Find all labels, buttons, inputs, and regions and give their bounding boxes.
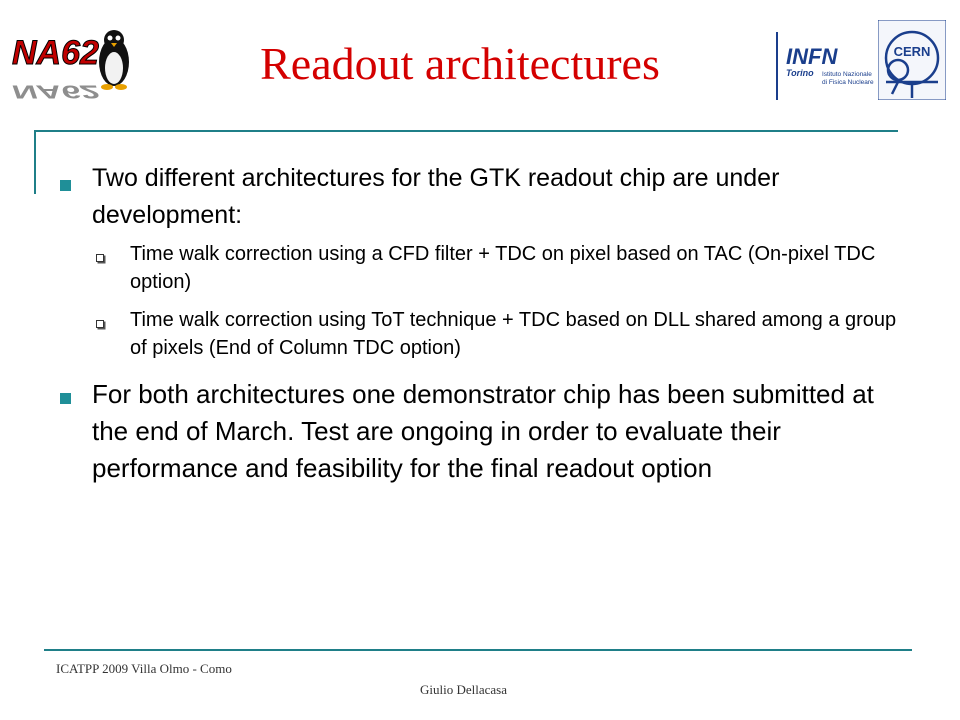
square-bullet-icon — [60, 393, 71, 404]
svg-text:di Fisica Nucleare: di Fisica Nucleare — [822, 79, 874, 86]
sub-bullet-item — [58, 306, 898, 362]
na62-logo — [8, 14, 138, 104]
na62-logo-text: NA62 — [12, 34, 99, 72]
cern-logo-text: CERN — [893, 44, 931, 59]
sub-bullet-text: Time walk correction using ToT technique + TDC based on DLL shared among a group of pixels (End of Column TDC option) — [130, 309, 897, 359]
sub-bullet-text: Time walk correction using a CFD filter + TDC on pixel based on TAC (On-pixel TDC option) — [130, 243, 876, 293]
footer-author: Giulio Dellacasa — [420, 682, 507, 697]
bullet-text: For both architectures one demonstrator chip has been submitted at the end of March. Test are ongoing in order to evaluate their performance and feasibility for the final readout option — [92, 379, 874, 483]
square-bullet-icon — [60, 180, 71, 191]
hollow-square-bullet-icon — [96, 320, 104, 328]
hollow-square-bullet-icon — [96, 254, 104, 262]
bullet-text: Two different architectures for the GTK readout chip are under development: — [92, 164, 780, 229]
cern-logo — [878, 20, 946, 100]
bullet-item — [58, 160, 898, 234]
penguin-icon — [99, 30, 129, 90]
infn-logo-text: INFN — [786, 44, 838, 69]
na62-logo-reflection: NA62 — [12, 81, 99, 103]
bullet-item — [58, 376, 898, 487]
left-divider — [34, 130, 36, 194]
bottom-divider — [44, 649, 912, 651]
top-divider — [34, 130, 898, 132]
sub-bullet-item — [58, 240, 898, 296]
svg-text:Torino: Torino — [786, 68, 814, 78]
infn-logo — [776, 32, 876, 102]
svg-text:Istituto Nazionale: Istituto Nazionale — [822, 71, 872, 78]
footer-event: ICATPP 2009 Villa Olmo - Como — [56, 661, 232, 676]
slide-title: Readout architectures — [260, 38, 660, 89]
slide-body — [58, 160, 898, 487]
